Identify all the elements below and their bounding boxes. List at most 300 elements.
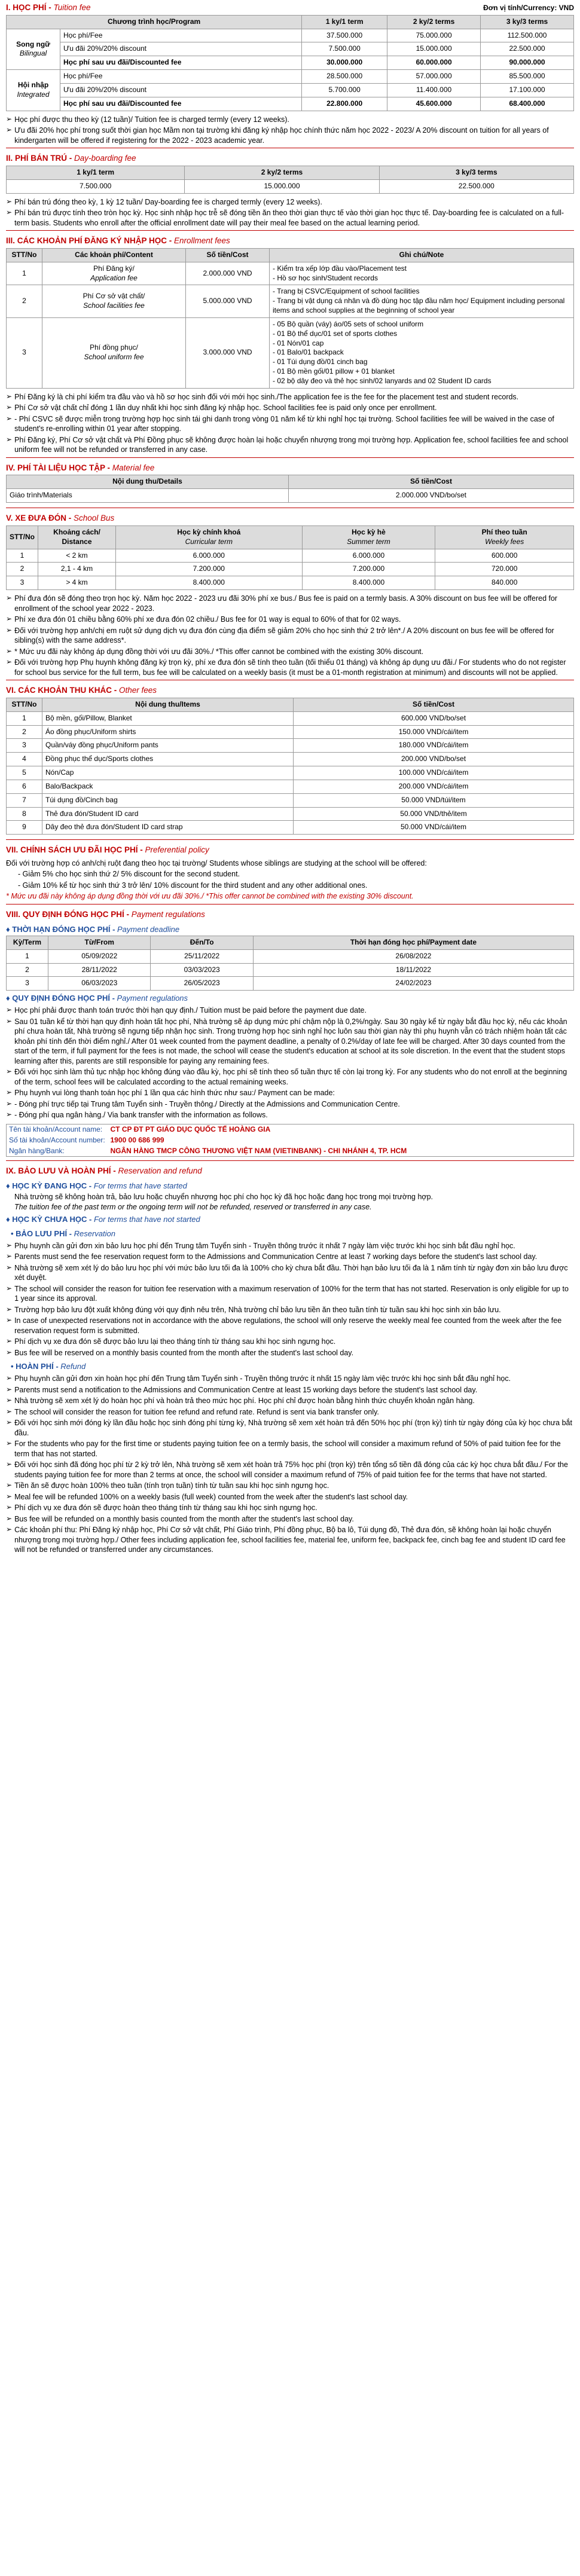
cell: 50.000 VND/cái/item	[294, 821, 574, 835]
note-item	[6, 1407, 574, 1417]
label: Phí Cơ sở vật chất/	[83, 292, 145, 301]
note-line: - 01 Nón/01 cap	[273, 338, 324, 347]
cell: 840.000	[435, 576, 574, 590]
label: Hội nhập	[17, 81, 49, 90]
bullet-icon: ➢	[6, 1439, 13, 1448]
cell: Giáo trình/Materials	[7, 489, 289, 503]
s9-title: IX. BẢO LƯU VÀ HOÀN PHÍ - Reservation and refund	[6, 1166, 202, 1176]
note-text: Bus fee will be reserved on a monthly basis counted from the month after the student's last school day.	[14, 1348, 354, 1357]
cell: 22.500.000	[481, 42, 574, 56]
label: Application fee	[90, 273, 138, 282]
cell: 2.000.000 VND	[186, 262, 270, 285]
cell: 26/05/2023	[151, 977, 253, 991]
cell: 24/02/2023	[253, 977, 573, 991]
note-item	[6, 1110, 574, 1120]
col-cost: Số tiền/Cost	[294, 698, 574, 711]
bullet-icon: ➢	[6, 126, 13, 135]
note-item	[6, 126, 574, 145]
label: School uniform fee	[84, 353, 144, 362]
note-line: - Kiểm tra xếp lớp đầu vào/Placement test	[273, 264, 407, 273]
cell: 150.000 VND/cái/item	[294, 725, 574, 739]
cell: 25/11/2022	[151, 949, 253, 963]
cell: 6.000.000	[302, 549, 435, 563]
cell	[270, 262, 574, 285]
note-line: - 01 Bộ thể dục/01 set of sports clothes	[273, 329, 398, 338]
bullet-icon: ➢	[6, 1492, 13, 1501]
cell: 03/03/2023	[151, 963, 253, 977]
note-item	[6, 1460, 574, 1480]
note-item	[6, 594, 574, 613]
note-item	[6, 1374, 574, 1384]
label: Học kỳ hè	[352, 527, 386, 536]
note-text: Đối với học sinh làm thủ tục nhập học không đúng vào đầu kỳ, học phí sẽ tính theo số tuần thực tế còn lại trong kỳ. For any students who do not enroll at the beginning of the term, school fees will be calculated according to the actual remaining weeks.	[14, 1068, 567, 1086]
bullet-icon: ➢	[6, 1110, 13, 1119]
col-stt: STT/No	[7, 698, 42, 711]
label: Phí đồng phục/	[90, 343, 138, 352]
cell: 18/11/2022	[253, 963, 573, 977]
note-line: - 02 bộ dây đeo và thẻ học sinh/02 lanyards and 02 Student ID cards	[273, 376, 492, 385]
col-term	[116, 525, 303, 549]
bullet-icon: ➢	[6, 1418, 13, 1427]
divider	[6, 230, 574, 231]
policy-line: - Giảm 5% cho học sinh thứ 2/ 5% discount for the second student.	[18, 870, 240, 879]
row-label: Ưu đãi 20%/20% discount	[63, 85, 147, 94]
s9a-text	[6, 1192, 574, 1212]
cell: 2	[7, 563, 38, 576]
note-text: Tiền ăn sẽ được hoàn 100% theo tuần (tính trọn tuần) tính từ tuần sau khi học sinh ngưng học.	[14, 1481, 329, 1490]
s7-lines	[6, 858, 574, 902]
cell: 5.700.000	[302, 83, 387, 97]
cell: 9	[7, 821, 42, 835]
cell: 17.100.000	[481, 83, 574, 97]
col-note: Ghi chú/Note	[270, 248, 574, 262]
cell: 6	[7, 780, 42, 793]
col-3term: 3 ky/3 terms	[379, 166, 573, 179]
note-text: Đối với học sinh đã đóng học phí từ 2 kỳ trở lên, Nhà trường sẽ xem xét hoàn trả 75% học phí (trọn kỳ) trên tổng số tiền đã đóng của các kỳ học chưa bắt đầu./ For the students paying tuition fee for more than 2 terms at once, the school will consider a maximum refund of 75% of paid tuition fee for the terms that have not started.	[14, 1460, 568, 1479]
cell	[42, 317, 186, 388]
cell: 3	[7, 576, 38, 590]
note-item	[6, 403, 574, 413]
note-text: Phí Đăng ký, Phí Cơ sở vật chất và Phí Đồng phục sẽ không được hoàn lại hoặc chuyển nhượng trong mọi trường hợp. Application fee, school facilities fee and school uniform fee will not be refunded or transferred in any case.	[14, 435, 569, 454]
note-line: - 05 Bộ quần (váy) áo/05 sets of school uniform	[273, 319, 424, 328]
note-text: Bus fee will be refunded on a monthly basis counted from the month after the student's last school day.	[14, 1514, 354, 1523]
bullet-icon: ➢	[6, 1396, 13, 1405]
note-item	[6, 1099, 574, 1110]
note-line: - 01 Túi dụng đồ/01 cinch bag	[273, 357, 368, 366]
cell: 5	[7, 766, 42, 780]
cell: 1	[7, 549, 38, 563]
cell	[60, 29, 302, 42]
cell: Balo/Backpack	[42, 780, 294, 793]
s2-notes	[6, 197, 574, 228]
note-text: - Phí CSVC sẽ được miễn trong trường hợp học sinh tái ghi danh trong vòng 01 năm kể từ khi nghỉ học tại trường. School facilities fee will be waived in the case of student's re-enrolling within 01 year after stopping.	[14, 414, 554, 433]
s9d-text	[6, 1374, 574, 1555]
s2-title: II. PHÍ BÁN TRÚ - Day-boarding fee	[6, 154, 136, 163]
label: Bilingual	[19, 49, 47, 58]
cell: 180.000 VND/cái/item	[294, 739, 574, 753]
col-term: Kỳ/Term	[7, 936, 48, 949]
cell: Áo đồng phục/Uniform shirts	[42, 725, 294, 739]
note-text: For the students who pay for the first time or students paying tuition fee on a termly basis, the school will consider a maximum refund of 50% of paid tuition fee for the term that has not started.	[14, 1440, 561, 1458]
note-text: Phụ huynh cần gửi đơn xin bảo lưu học phí đến Trung tâm Tuyển sinh - Truyền thông trước ít nhất 7 ngày làm việc trước khi học sinh bắt đầu nghỉ học.	[14, 1241, 515, 1250]
label: Summer term	[347, 537, 390, 546]
cell: 6.000.000	[116, 549, 303, 563]
cell: 720.000	[435, 563, 574, 576]
cell: > 4 km	[38, 576, 116, 590]
label: QUY ĐỊNH ĐÓNG HỌC PHÍ -	[12, 994, 117, 1003]
row-label: Ưu đãi 20%/20% discount	[63, 44, 147, 53]
note-item	[6, 1503, 574, 1513]
note-item	[6, 658, 574, 677]
s1-title: I. HỌC PHÍ - Tuition fee	[6, 3, 91, 12]
note-item	[6, 392, 574, 402]
bullet-icon: ➢	[6, 197, 13, 206]
bullet-icon: ➢	[6, 646, 13, 655]
bullet-icon: ➢	[6, 1503, 13, 1512]
bullet-icon: ➢	[6, 1284, 13, 1292]
cell: 7.500.000	[7, 179, 185, 193]
cell: 15.000.000	[387, 42, 481, 56]
cell: 50.000 VND/túi/item	[294, 793, 574, 807]
divider	[6, 839, 574, 840]
s3-notes	[6, 392, 574, 455]
note-line: - Trang bị CSVC/Equipment of school facilities	[273, 287, 420, 296]
bullet-icon: ➢	[6, 414, 13, 423]
deadline-table	[6, 936, 574, 991]
cell: 3	[7, 977, 48, 991]
note-text: Các khoản phí thu: Phí Đăng ký nhập học, Phí Cơ sở vật chất, Phí Giáo trình, Phí đồng phục, Bộ ba lô, Túi dụng đồ, Thẻ đưa đón, sẽ không hoàn lại hoặc chuyển nhượng trong mọi trường hợp./ Other fees including application fee, school facilities fee, material fee, uniform fee, backpack fee, cinch bag fee and student ID card fee will not be refunded or transferred under any circumstances.	[14, 1526, 566, 1554]
cell: 90.000.000	[481, 56, 574, 70]
note-text: The school will consider the reason for tuition fee refund and refund rate. Refund is sent via bank transfer only.	[14, 1407, 379, 1416]
note-text: - Đóng phí qua ngân hàng./ Via bank transfer with the information as follows.	[14, 1111, 268, 1120]
bullet-icon: ➢	[6, 1385, 13, 1394]
cell: 37.500.000	[302, 29, 387, 42]
note-item	[6, 1439, 574, 1459]
cell: 45.600.000	[387, 97, 481, 111]
note-item	[6, 1305, 574, 1315]
bullet-icon: ➢	[6, 1067, 13, 1076]
cell	[42, 262, 186, 285]
note-item	[6, 414, 574, 434]
policy-line: * Mức ưu đãi này không áp dụng đồng thời với ưu đãi 30%./ *This offer cannot be combined with the existing 30% discount.	[6, 892, 414, 901]
note-item	[6, 1492, 574, 1502]
bullet-icon: ➢	[6, 625, 13, 634]
cell: 3	[7, 739, 42, 753]
bullet-icon: ➢	[6, 1481, 13, 1490]
bullet-icon: ➢	[6, 114, 13, 123]
program-name	[7, 29, 60, 69]
cell: 3.000.000 VND	[186, 317, 270, 388]
note-item	[6, 1481, 574, 1491]
cell: 7.200.000	[302, 563, 435, 576]
cell: 8	[7, 807, 42, 821]
cell: 4	[7, 753, 42, 766]
cell: 8.400.000	[302, 576, 435, 590]
bank-account-box	[6, 1124, 574, 1157]
cell: 5.000.000 VND	[186, 285, 270, 317]
col-content: Các khoản phí/Content	[42, 248, 186, 262]
s9c-text	[6, 1241, 574, 1358]
cell: Đồng phục thể dục/Sports clothes	[42, 753, 294, 766]
s7-title: VII. CHÍNH SÁCH ƯU ĐÃI HỌC PHÍ - Preferential policy	[6, 845, 209, 855]
note-line: - Trang bị vật dụng cá nhân và đồ dùng học tập đầu năm học/ Equipment including personal items and school supplies at the beginning of school year	[273, 297, 565, 315]
note-text: Phí dịch vụ xe đưa đón sẽ được hoàn theo tháng tính từ tháng sau khi học sinh ngưng học.	[14, 1504, 318, 1512]
note-item	[6, 1017, 574, 1067]
text-line: The tuition fee of the past term or the ongoing term will not be refunded, reserved or transferred in any case.	[14, 1202, 372, 1211]
label: Phí theo tuần	[481, 527, 527, 536]
cell: 15.000.000	[185, 179, 379, 193]
label: Integrated	[17, 90, 50, 99]
cell: < 2 km	[38, 549, 116, 563]
currency-label: Đơn vị tính/Currency: VND	[483, 3, 574, 12]
label: Refund	[60, 1362, 86, 1371]
label: HỌC KỲ ĐANG HỌC -	[12, 1181, 94, 1191]
cell: 2	[7, 285, 42, 317]
note-item	[6, 626, 574, 646]
label: Số tài khoản/Account number:	[9, 1135, 105, 1144]
note-item	[6, 1514, 574, 1524]
deadline-title: ♦ THỜI HẠN ĐÓNG HỌC PHÍ - Payment deadline	[6, 924, 180, 934]
cell: Dây đeo thẻ đưa đón/Student ID card strap	[42, 821, 294, 835]
s8-regulations	[6, 1006, 574, 1120]
cell: 28/11/2022	[48, 963, 151, 977]
label: Curricular term	[185, 537, 233, 546]
row-label: Học phí/Fee	[63, 72, 103, 81]
bullet-icon: ➢	[6, 403, 13, 412]
note-text: Đối với trường hợp anh/chị em ruột sử dụng dịch vụ đưa đón cùng địa điểm sẽ giảm 20% cho học sinh thứ 2 trở lên*./ A 20% discount on bus fee will be offered for sibling(s) with the same address*.	[14, 626, 554, 645]
bullet-icon: ➢	[6, 658, 13, 667]
note-item	[6, 1385, 574, 1395]
label: For terms that have started	[93, 1181, 187, 1191]
regulation-title: ♦ QUY ĐỊNH ĐÓNG HỌC PHÍ - Payment regulations	[6, 994, 188, 1003]
cell: 2.000.000 VND/bo/set	[288, 489, 573, 503]
note-item	[6, 1284, 574, 1304]
divider	[6, 457, 574, 458]
label: Song ngữ	[16, 39, 50, 48]
policy-line: - Giảm 10% kể từ học sinh thứ 3 trở lên/ 10% discount for the third student and any other additional ones.	[18, 881, 368, 890]
bullet-icon: ➢	[6, 1304, 13, 1313]
cell: 600.000	[435, 549, 574, 563]
cell: 50.000 VND/thẻ/item	[294, 807, 574, 821]
note-item	[6, 208, 574, 228]
note-item	[6, 1241, 574, 1251]
note-text: Phí đưa đón sẽ đóng theo trọn học kỳ. Năm học 2022 - 2023 ưu đãi 30% phí xe bus./ Bus fee is paid on a termly basis. A 30% discount on bus fee will be offered for enrollment of the school year 2022 - 2023.	[14, 594, 558, 613]
col-cost: Số tiền/Cost	[288, 475, 573, 489]
col-content: Nội dung thu/Details	[7, 475, 289, 489]
bullet-icon: ➢	[6, 1407, 13, 1416]
note-text: Học phí phải được thanh toán trước thời hạn quy định./ Tuition must be paid before the payment due date.	[14, 1006, 367, 1015]
note-text: Học phí được thu theo kỳ (12 tuần)/ Tuition fee is charged termly (every 12 weeks).	[14, 115, 289, 124]
note-item	[6, 115, 574, 125]
cell: Túi dụng đồ/Cinch bag	[42, 793, 294, 807]
note-text: Phí dịch vụ xe đưa đón sẽ được bảo lưu lại theo tháng tính từ tháng sau khi học sinh ngưng học.	[14, 1337, 336, 1346]
label: School facilities fee	[83, 301, 145, 310]
note-item	[6, 1418, 574, 1438]
s9d-title: • HOÀN PHÍ - Refund	[11, 1362, 86, 1371]
bullet-icon: ➢	[6, 1099, 13, 1108]
note-text: Phí bán trú được tính theo tròn học kỳ. Học sinh nhập học trễ sẽ đóng tiền ăn theo thời gian thực tế vào thời gian học thực tế. Day-boarding fee is calculated on a full-term basis. Students who enroll after the official enrollment date will pay their meal fee based on the actual learning period.	[14, 209, 564, 227]
bank-name: NGÂN HÀNG TMCP CÔNG THƯƠNG VIỆT NAM (VIETINBANK) - CHI NHÁNH 4, TP. HCM	[110, 1146, 407, 1155]
account-number: 1900 00 686 999	[110, 1135, 164, 1144]
s4-title: IV. PHÍ TÀI LIỆU HỌC TẬP - Material fee	[6, 463, 155, 472]
label: Payment deadline	[117, 924, 180, 934]
note-item	[6, 1252, 574, 1262]
bullet-icon: ➢	[6, 1514, 13, 1523]
cell: 60.000.000	[387, 56, 481, 70]
note-line: - 01 Balo/01 backpack	[273, 348, 344, 357]
tuition-table	[6, 15, 574, 111]
s3-title: III. CÁC KHOẢN PHÍ ĐĂNG KÝ NHẬP HỌC - Enrollment fees	[6, 236, 230, 246]
col-2term: 2 ky/2 terms	[185, 166, 379, 179]
divider	[6, 1160, 574, 1161]
cell: 11.400.000	[387, 83, 481, 97]
label: Payment regulations	[117, 994, 188, 1003]
s5-title: V. XE ĐƯA ĐÓN - School Bus	[6, 514, 115, 523]
note-text: Phí bán trú đóng theo kỳ, 1 kỳ 12 tuần/ Day-boarding fee is charged termly (every 12 weeks).	[14, 197, 322, 206]
label: BẢO LƯU PHÍ -	[16, 1229, 74, 1238]
cell: 100.000 VND/cái/item	[294, 766, 574, 780]
note-text: Ưu đãi 20% học phí trong suốt thời gian học Mầm non tại trường khi đăng ký nhập học chính thức năm học 2022 - 2023/ A 20% discount on tuition for all years of kindergarten will be offered if registering for the 2022 - 2023 academic year.	[14, 126, 549, 145]
note-item	[6, 1396, 574, 1406]
bullet-icon: ➢	[6, 435, 13, 444]
policy-line: Đối với trường hợp có anh/chị ruột đang theo học tại trường/ Students whose siblings are studying at the school will be offered:	[6, 858, 427, 867]
note-item	[6, 1525, 574, 1555]
bullet-icon: ➢	[6, 1240, 13, 1249]
cell: 75.000.000	[387, 29, 481, 42]
note-text: Đối với trường hợp Phụ huynh không đăng ký trọn kỳ, phí xe đưa đón sẽ tính theo tuần (tối thiểu 01 tháng) và không áp dụng ưu đãi./ For students who do not register for school bus service for the full term, bus fee will be calculated on a weekly basis (it must be a 01-month registration at minimum) and discounts will not be applied.	[14, 658, 566, 677]
note-item	[6, 1337, 574, 1347]
s9a-title: ♦ HỌC KỲ ĐANG HỌC - For terms that have started	[6, 1181, 187, 1191]
material-table	[6, 475, 574, 503]
note-text: Phí Đăng ký là chi phí kiểm tra đầu vào và hồ sơ học sinh đối với mới học sinh./The application fee is the fee for the placement test and student records.	[14, 392, 519, 401]
note-item	[6, 647, 574, 657]
note-text: Sau 01 tuần kể từ thời hạn quy định hoàn tất học phí, Nhà trường sẽ áp dụng mức phí chậm nộp là 0,2%/ngày. Sau 30 ngày kể từ ngày bắt đầu học kỳ, nếu các khoản phí chưa hoàn tất, Nhà trường sẽ ngưng tiếp nhận học sinh. Trong trường hợp học sinh nghỉ học luôn sau thời gian này thì phụ huynh vẫn có trách nhiệm hoàn tất các khoản phí tính đến thời điểm nghỉ./ After 01 week counted from the payment deadline, a penalty of 0.2%/day of late fee will be charged. After 30 days counted from the start of the term, if full payment for the fees is not made, the school will cease the student's education at school at its sole discretion. In the event that the student stops learning after this, parents are still responsible for paying any remaining fees.	[14, 1017, 567, 1065]
cell: 2	[7, 725, 42, 739]
col-deadline: Thời hạn đóng học phí/Payment date	[253, 936, 573, 949]
note-item	[6, 1088, 574, 1098]
note-text: The school will consider the reason for tuition fee reservation with a maximum reservation of 100% for the term that has not started. Reservation is only eligible for up to 1 year since its approval.	[14, 1284, 569, 1303]
col-summer	[302, 525, 435, 549]
label: THỜI HẠN ĐÓNG HỌC PHÍ -	[12, 924, 118, 934]
boarding-table	[6, 166, 574, 194]
s8-title: VIII. QUY ĐỊNH ĐÓNG HỌC PHÍ - Payment regulations	[6, 909, 205, 919]
cell: 22.500.000	[379, 179, 573, 193]
col-to: Đến/To	[151, 936, 253, 949]
note-item	[6, 435, 574, 455]
bullet-icon: ➢	[6, 1006, 13, 1014]
note-text: - Đóng phí trực tiếp tại Trung tâm Tuyển sinh - Truyền thông./ Directly at the Admissions and Communication Centre.	[14, 1099, 400, 1108]
note-item	[6, 1316, 574, 1336]
col-amount: Số tiền/Cost	[186, 248, 270, 262]
col-3term: 3 ky/3 terms	[481, 15, 574, 29]
note-line: - 01 Bộ mền gối/01 pillow + 01 blanket	[273, 367, 395, 375]
row-label: Học phí sau ưu đãi/Discounted fee	[63, 58, 182, 67]
cell: 7.500.000	[302, 42, 387, 56]
bullet-icon: ➢	[6, 1263, 13, 1272]
cell: 3	[7, 317, 42, 388]
col-content: Nội dung thu/Items	[42, 698, 294, 711]
label: Weekly fees	[485, 537, 524, 546]
cell: 7.200.000	[116, 563, 303, 576]
note-item	[6, 1067, 574, 1087]
col-1term: 1 ky/1 term	[7, 166, 185, 179]
bullet-icon: ➢	[6, 1088, 13, 1097]
s6-title: VI. CÁC KHOẢN THU KHÁC - Other fees	[6, 686, 157, 695]
note-item	[6, 1263, 574, 1283]
cell: 1	[7, 949, 48, 963]
note-text: Trường hợp bảo lưu đột xuất không đúng với quy định nêu trên, Nhà trường chỉ bảo lưu tiền ăn theo tuần tính từ tuần sau khi học sinh xin bảo lưu.	[14, 1305, 501, 1314]
cell: 30.000.000	[302, 56, 387, 70]
note-text: Nhà trường sẽ xem xét lý do bảo lưu học phí với mức bảo lưu tối đa là 100% cho kỳ chưa bắt đầu. Thời hạn bảo lưu tối đa là 1 năm tính từ ngày đơn xin bảo lưu được xét duyệt.	[14, 1263, 568, 1282]
cell: 26/08/2022	[253, 949, 573, 963]
note-text: Nhà trường sẽ xem xét lý do hoàn học phí và hoàn trả theo mức học phí. Học phí chỉ được hoàn bằng hình thức chuyển khoản ngân hàng.	[14, 1397, 475, 1405]
s9c-title: • BẢO LƯU PHÍ - Reservation	[11, 1229, 115, 1238]
note-text: Đối với học sinh mới đóng kỳ lần đầu hoặc học sinh đóng phí từng kỳ, Nhà trường sẽ xem xét hoàn trả đến 50% học phí (trọn kỳ) tính từ ngày đóng của kỳ học chưa bắt đầu.	[14, 1419, 572, 1437]
note-text: Phí Cơ sở vật chất chỉ đóng 1 lần duy nhất khi học sinh đăng ký nhập học. School facilities fee is paid only once per enrollment.	[14, 404, 437, 412]
col-distance: Khoảng cách/ Distance	[38, 525, 116, 549]
cell	[270, 317, 574, 388]
bullet-icon: ➢	[6, 1252, 13, 1261]
cell	[60, 83, 302, 97]
bullet-icon: ➢	[6, 1374, 13, 1383]
cell	[270, 285, 574, 317]
s5-notes	[6, 594, 574, 677]
col-stt: STT/No	[7, 248, 42, 262]
s1-header	[6, 0, 574, 15]
cell: 85.500.000	[481, 70, 574, 84]
cell	[60, 70, 302, 84]
col-program: Chương trình học/Program	[7, 15, 302, 29]
note-item	[6, 615, 574, 625]
note-text: Parents must send a notification to the Admissions and Communication Centre at least 15 working days before the student's last school day.	[14, 1385, 478, 1394]
note-text: * Mức ưu đãi này không áp dụng đồng thời với ưu đãi 30%./ *This offer cannot be combined with the existing 30% discount.	[14, 647, 424, 656]
cell: 1	[7, 262, 42, 285]
cell: 2,1 - 4 km	[38, 563, 116, 576]
bullet-icon: ➢	[6, 392, 13, 401]
bullet-icon: ➢	[6, 208, 13, 217]
cell: 7	[7, 793, 42, 807]
s1-notes	[6, 115, 574, 146]
enrollment-table	[6, 248, 574, 389]
cell: 57.000.000	[387, 70, 481, 84]
program-name	[7, 70, 60, 111]
label: Reservation	[74, 1229, 115, 1238]
cell: Bộ mền, gối/Pillow, Blanket	[42, 711, 294, 725]
bullet-icon: ➢	[6, 1316, 13, 1325]
text-line: Nhà trường sẽ không hoàn trả, bảo lưu hoặc chuyển nhượng học phí cho học kỳ đã học hoặc đang học trong mọi trường hợp.	[14, 1193, 434, 1202]
note-text: Phí xe đưa đón 01 chiều bằng 60% phí xe đưa đón 02 chiều./ Bus fee for 01 way is equal to 60% of that for 02 ways.	[14, 615, 401, 624]
note-text: Parents must send the fee reservation request form to the Admissions and Communication Centre at least 7 working days before the student's last school day.	[14, 1252, 538, 1261]
bullet-icon: ➢	[6, 1347, 13, 1356]
cell	[42, 285, 186, 317]
note-text: Meal fee will be refunded 100% on a weekly basis (full week) counted from the week after the student's last school day.	[14, 1492, 408, 1501]
cell: 28.500.000	[302, 70, 387, 84]
col-weekly	[435, 525, 574, 549]
s9b-title: ♦ HỌC KỲ CHƯA HỌC - For terms that have not started	[6, 1215, 200, 1224]
label: Ngân hàng/Bank:	[9, 1146, 65, 1155]
cell: 112.500.000	[481, 29, 574, 42]
cell: 06/03/2023	[48, 977, 151, 991]
account-name: CT CP ĐT PT GIÁO DỤC QUỐC TẾ HOÀNG GIA	[110, 1124, 271, 1133]
other-fees-table	[6, 698, 574, 835]
note-line: - Hồ sơ học sinh/Student records	[273, 273, 378, 282]
row-label: Học phí/Fee	[63, 30, 103, 39]
bullet-icon: ➢	[6, 594, 13, 603]
cell: 8.400.000	[116, 576, 303, 590]
col-2term: 2 ky/2 terms	[387, 15, 481, 29]
cell: 22.800.000	[302, 97, 387, 111]
label: Học kỳ chính khoá	[177, 527, 241, 536]
